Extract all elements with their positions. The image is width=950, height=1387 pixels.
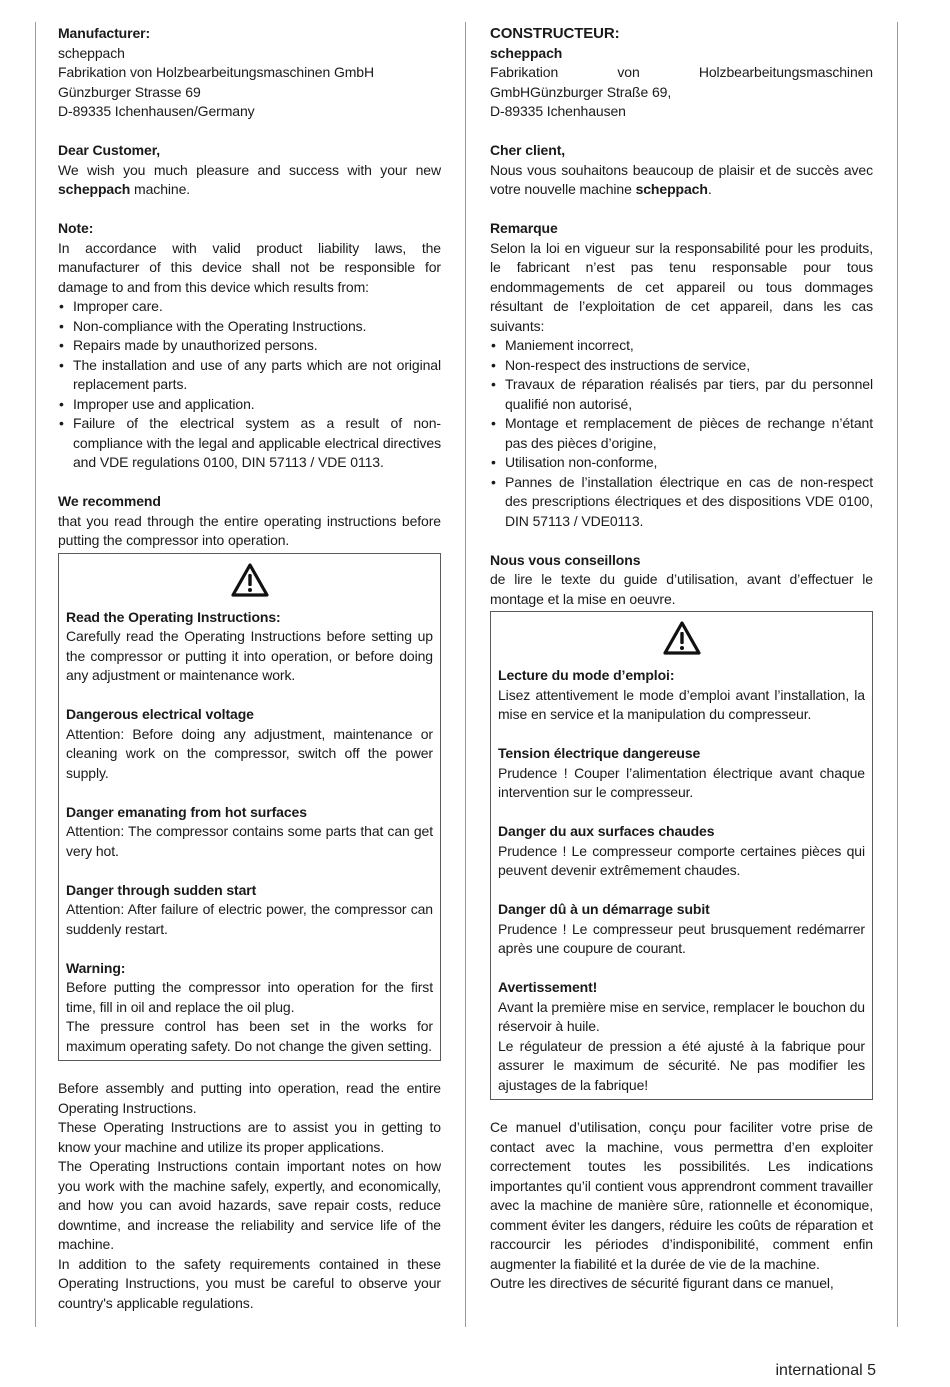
list-item: • The installation and use of any parts which are not original replacement parts.	[58, 356, 441, 395]
voltage-heading: Dangerous electrical voltage	[66, 706, 254, 722]
page-number: international 5	[775, 1362, 876, 1379]
french-column	[490, 24, 873, 1294]
manufacturer-heading: CONSTRUCTEUR:	[490, 25, 620, 42]
list-item: • Maniement incorrect,	[490, 336, 873, 356]
manufacturer-line: D-89335 Ichenhausen/Germany	[58, 103, 255, 119]
manufacturer-line: Fabrikation von Holzbearbeitungsmaschinen GmbHGünzburger Straße 69,	[490, 64, 873, 100]
note-text: Selon la loi en vigueur sur la responsabilité pour les produits, le fabricant n’est pas tenu responsable pour tous endommagements de cet appareil ou tous dommages résultant de l’exploitation de cet appareil, dans les cas suivants:	[490, 239, 873, 334]
voltage-text: Attention: Before doing any adjustment, maintenance or cleaning work on the compressor, switch off the power supply.	[66, 725, 433, 781]
outro-paragraph: The Operating Instructions contain important notes on how you work with the machine safely, expertly, and economically, and how you can avoid hazards, save repair costs, reduce downtime, and increase the reliability and service life of the machine.	[58, 1158, 441, 1252]
note-heading: Note:	[58, 220, 94, 236]
dear-customer-text: We wish you much pleasure and success with your new scheppach machine.	[58, 161, 441, 197]
hot-surfaces-heading: Danger emanating from hot surfaces	[66, 803, 307, 820]
hot-surfaces-text: Attention: The compressor contains some parts that can get very hot.	[66, 823, 433, 859]
outro-paragraph: In addition to the safety requirements contained in these Operating Instructions, you must be careful to observe your country's applicable regulations.	[58, 1255, 441, 1311]
warning-heading: Avertissement!	[498, 979, 598, 995]
list-item: • Improper use and application.	[58, 395, 441, 415]
list-item: • Non-respect des instructions de service,	[490, 356, 873, 376]
sudden-start-text: Attention: After failure of electric power, the compressor can suddenly restart.	[66, 901, 433, 937]
read-instructions-heading: Read the Operating Instructions:	[66, 608, 281, 625]
safety-box	[58, 553, 441, 1062]
voltage-heading: Tension électrique dangereuse	[498, 745, 701, 761]
outro-paragraph: Outre les directives de sécurité figurant dans ce manuel,	[490, 1275, 834, 1291]
list-item: • Montage et remplacement de pièces de rechange n’étant pas des pièces d’origine,	[490, 414, 873, 453]
dear-customer-heading: Dear Customer,	[58, 142, 161, 158]
note-heading: Remarque	[490, 220, 558, 236]
outro-paragraph: These Operating Instructions are to assist you in getting to know your machine and utilize its proper applications.	[58, 1119, 441, 1155]
read-instructions-heading: Lecture du mode d’emploi:	[498, 667, 675, 683]
list-item: • Pannes de l’installation électrique en cas de non-respect des prescriptions électriques et des dispositions VDE 0100, DIN 57113 / VDE0113.	[490, 473, 873, 532]
recommend-text: de lire le texte du guide d’utilisation, avant d’effectuer le montage et la mise en oeuvre.	[490, 571, 873, 607]
brand-name: scheppach	[58, 181, 131, 197]
list-item: • Non-compliance with the Operating Instructions.	[58, 317, 441, 337]
warning-text: Le régulateur de pression a été ajusté à la fabrique pour assurer le maximum de sécurité. Ne pas modifier les ajustages de la fabrique!	[498, 1037, 865, 1093]
warning-triangle-icon	[662, 620, 702, 656]
list-item: • Travaux de réparation réalisés par tiers, par du personnel qualifié non autorisé,	[490, 375, 873, 414]
manufacturer-line: Günzburger Strasse 69	[58, 83, 201, 100]
voltage-text: Prudence ! Couper l’alimentation électrique avant chaque intervention sur le compresseur.	[498, 764, 865, 800]
sudden-start-heading: Danger dû à un démarrage subit	[498, 901, 710, 917]
note-list	[490, 336, 873, 531]
manufacturer-heading: Manufacturer:	[58, 25, 151, 41]
list-item: • Improper care.	[58, 297, 441, 317]
manufacturer-line: scheppach	[58, 44, 125, 61]
warning-heading: Warning:	[66, 959, 126, 976]
left-margin-rule	[35, 22, 36, 1327]
recommend-heading: We recommend	[58, 493, 161, 509]
read-instructions-text: Lisez attentivement le mode d’emploi avant l’installation, la mise en service et la manipulation du compresseur.	[498, 686, 865, 722]
hot-surfaces-text: Prudence ! Le compresseur comporte certaines pièces qui peuvent devenir extrêmement chaudes.	[498, 842, 865, 878]
center-column-rule	[465, 22, 466, 1327]
right-margin-rule	[897, 22, 898, 1327]
list-item: • Utilisation non-conforme,	[490, 453, 873, 473]
brand-name: scheppach	[490, 44, 563, 61]
read-instructions-text: Carefully read the Operating Instructions before setting up the compressor or putting it into operation, or before doing any adjustment or maintenance work.	[66, 628, 433, 683]
sudden-start-text: Prudence ! Le compresseur peut brusquement redémarrer après une coupure de courant.	[498, 920, 865, 956]
outro-paragraph: Ce manuel d’utilisation, conçu pour faciliter votre prise de contact avec la machine, vous permettra d’en exploiter correctement toutes les possibilités. Les indications importantes qu’il contient vous apprendront comment travailler avec la machine de manière sûre, rationnelle et économique, comment éviter les dangers, réduire les coûts de réparation et raccourcir les périodes d’indisponibilité, comment enfin augmenter la fiabilité et la durée de vie de la machine.	[490, 1119, 873, 1272]
list-item: • Repairs made by unauthorized persons.	[58, 336, 441, 356]
warning-triangle-icon	[230, 562, 270, 598]
warning-text: The pressure control has been set in the works for maximum operating safety. Do not change the given setting.	[66, 1018, 433, 1054]
warning-text: Before putting the compressor into operation for the first time, fill in oil and replace the oil plug.	[66, 979, 433, 1015]
list-item: • Failure of the electrical system as a result of non-compliance with the legal and applicable electrical directives and VDE regulations 0100, DIN 57113 / VDE 0113.	[58, 414, 441, 473]
note-text: In accordance with valid product liability laws, the manufacturer of this device shall not be responsible for damage to and from this device which results from:	[58, 239, 441, 295]
dear-customer-text: Nous vous souhaitons beaucoup de plaisir et de succès avec votre nouvelle machine scheppach.	[490, 161, 873, 197]
manufacturer-line: Fabrikation von Holzbearbeitungsmaschinen GmbH	[58, 64, 375, 80]
outro-paragraph: Before assembly and putting into operation, read the entire Operating Instructions.	[58, 1080, 441, 1116]
english-column	[58, 24, 441, 1313]
warning-text: Avant la première mise en service, remplacer le bouchon du réservoir à huile.	[498, 998, 865, 1034]
sudden-start-heading: Danger through sudden start	[66, 881, 257, 898]
safety-box	[490, 611, 873, 1100]
note-list	[58, 297, 441, 473]
recommend-heading: Nous vous conseillons	[490, 551, 641, 568]
manufacturer-line: D-89335 Ichenhausen	[490, 103, 626, 119]
hot-surfaces-heading: Danger du aux surfaces chaudes	[498, 823, 715, 839]
dear-customer-heading: Cher client,	[490, 142, 566, 158]
recommend-text: that you read through the entire operating instructions before putting the compressor into operation.	[58, 512, 441, 548]
brand-name: scheppach	[635, 181, 708, 197]
